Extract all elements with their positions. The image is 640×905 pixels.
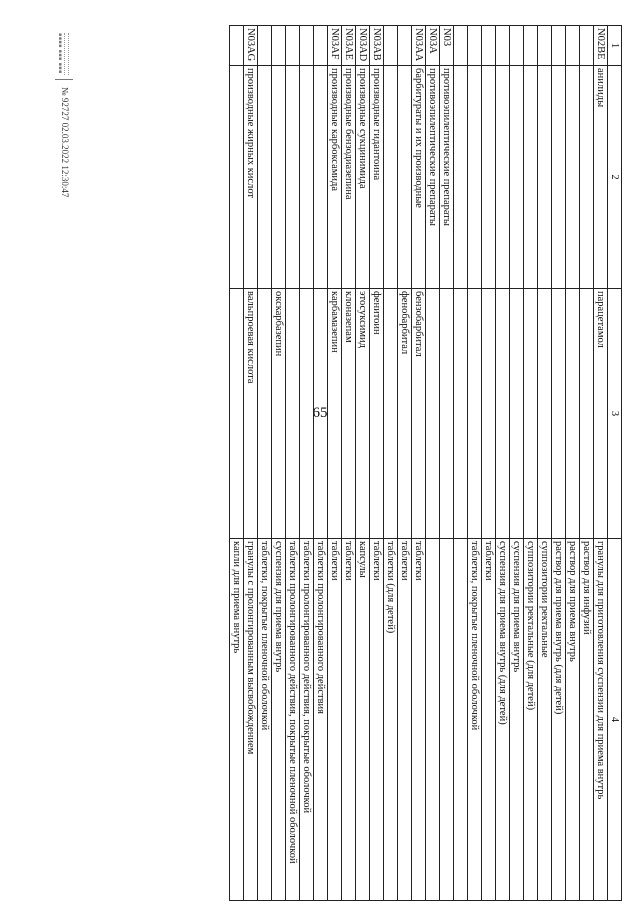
dosage-form-cell: суспензия для приема внутрь	[272, 539, 286, 901]
table-row	[384, 26, 398, 901]
substance-cell: фенитоин	[370, 289, 384, 539]
group-name-cell	[580, 66, 594, 289]
substance-cell: этосуксимид	[356, 289, 370, 539]
registration-stamp	[55, 31, 73, 80]
table-row	[272, 26, 286, 901]
group-name-cell	[454, 66, 468, 289]
substance-cell: окскарбазепин	[272, 289, 286, 539]
medication-table	[229, 25, 622, 901]
table-row	[244, 26, 258, 901]
atc-code-cell	[496, 26, 510, 66]
atc-code-cell	[468, 26, 482, 66]
dosage-form-cell: раствор для приема внутрь	[566, 539, 580, 901]
atc-code-cell	[258, 26, 272, 66]
atc-code-cell: N02BE	[594, 26, 608, 66]
substance-cell	[468, 289, 482, 539]
dosage-form-cell	[440, 539, 454, 901]
table-row	[566, 26, 580, 901]
substance-cell	[426, 289, 440, 539]
dosage-form-cell: суппозитории ректальные (для детей)	[524, 539, 538, 901]
atc-code-cell	[524, 26, 538, 66]
substance-cell	[454, 289, 468, 539]
substance-cell: карбамазепин	[328, 289, 342, 539]
dosage-form-cell: таблетки, покрытые пленочной оболочкой	[258, 539, 272, 901]
group-name-cell	[314, 66, 328, 289]
atc-code-cell	[286, 26, 300, 66]
dosage-form-cell	[454, 539, 468, 901]
dosage-form-cell: таблетки, покрытые пленочной оболочкой	[468, 539, 482, 901]
group-name-cell	[230, 66, 244, 289]
table-row	[538, 26, 552, 901]
table-row	[370, 26, 384, 901]
group-name-cell	[538, 66, 552, 289]
table-row	[398, 26, 412, 901]
atc-code-cell: N03AD	[356, 26, 370, 66]
group-name-cell: производные жирных кислот	[244, 66, 258, 289]
substance-cell	[230, 289, 244, 539]
atc-code-cell	[538, 26, 552, 66]
group-name-cell: противоэпилептические препараты	[426, 66, 440, 289]
group-name-cell	[496, 66, 510, 289]
dosage-form-cell: суспензия для приема внутрь (для детей)	[496, 539, 510, 901]
group-name-cell: противоэпилептические препараты	[440, 66, 454, 289]
group-name-cell	[300, 66, 314, 289]
table-row	[454, 26, 468, 901]
page-number: 65	[312, 405, 328, 421]
table-header-row	[608, 26, 622, 901]
dosage-form-cell: капсулы	[356, 539, 370, 901]
table-row	[552, 26, 566, 901]
dosage-form-cell	[426, 539, 440, 901]
dosage-form-cell: таблетки	[328, 539, 342, 901]
substance-cell	[538, 289, 552, 539]
substance-cell	[300, 289, 314, 539]
substance-cell	[566, 289, 580, 539]
atc-code-cell: N03AB	[370, 26, 384, 66]
substance-cell	[384, 289, 398, 539]
atc-code-cell	[566, 26, 580, 66]
group-name-cell	[524, 66, 538, 289]
table-row	[482, 26, 496, 901]
table-row	[524, 26, 538, 901]
group-name-cell	[398, 66, 412, 289]
header-col-4: 4	[608, 539, 622, 901]
atc-code-cell	[300, 26, 314, 66]
dosage-form-cell: капли для приема внутрь	[230, 539, 244, 901]
dosage-form-cell: таблетки (для детей)	[384, 539, 398, 901]
dosage-form-cell: раствор для приема внутрь (для детей)	[552, 539, 566, 901]
table-row	[510, 26, 524, 901]
table-row	[440, 26, 454, 901]
group-name-cell	[552, 66, 566, 289]
group-name-cell: производные бензодиазепина	[342, 66, 356, 289]
header-col-1: 1	[608, 26, 622, 66]
substance-cell	[496, 289, 510, 539]
document-footer	[53, 31, 75, 491]
table-row	[258, 26, 272, 901]
dosage-form-cell: таблетки пролонгированного действия, покрытые пленочной оболочкой	[286, 539, 300, 901]
table-row	[300, 26, 314, 901]
substance-cell	[440, 289, 454, 539]
substance-cell	[524, 289, 538, 539]
group-name-cell: производные сукцинимида	[356, 66, 370, 289]
table-row	[342, 26, 356, 901]
table-row	[314, 26, 328, 901]
atc-code-cell	[482, 26, 496, 66]
substance-cell	[580, 289, 594, 539]
header-col-3: 3	[608, 289, 622, 539]
group-name-cell: производные карбоксамида	[328, 66, 342, 289]
atc-code-cell: N03AF	[328, 26, 342, 66]
dosage-form-cell: таблетки	[370, 539, 384, 901]
substance-cell	[286, 289, 300, 539]
dosage-form-cell: суппозитории ректальные	[538, 539, 552, 901]
group-name-cell	[258, 66, 272, 289]
substance-cell	[552, 289, 566, 539]
atc-code-cell	[314, 26, 328, 66]
table-row	[356, 26, 370, 901]
atc-code-cell: N03	[440, 26, 454, 66]
table-row	[328, 26, 342, 901]
substance-cell	[258, 289, 272, 539]
table-row	[286, 26, 300, 901]
table-row	[412, 26, 426, 901]
substance-cell	[482, 289, 496, 539]
atc-code-cell: N03AE	[342, 26, 356, 66]
group-name-cell	[286, 66, 300, 289]
group-name-cell	[272, 66, 286, 289]
group-name-cell	[468, 66, 482, 289]
group-name-cell: анилиды	[594, 66, 608, 289]
atc-code-cell	[454, 26, 468, 66]
group-name-cell	[384, 66, 398, 289]
dosage-form-cell: гранулы с пролонгированным высвобождением	[244, 539, 258, 901]
rotated-page-content	[52, 25, 622, 900]
substance-cell: вальпроевая кислота	[244, 289, 258, 539]
table-row	[580, 26, 594, 901]
table-row	[496, 26, 510, 901]
group-name-cell: барбитураты и их производные	[412, 66, 426, 289]
substance-cell: парацетамол	[594, 289, 608, 539]
atc-code-cell	[384, 26, 398, 66]
atc-code-cell	[552, 26, 566, 66]
dosage-form-cell: таблетки	[398, 539, 412, 901]
dosage-form-cell: таблетки	[412, 539, 426, 901]
table-row	[594, 26, 608, 901]
atc-code-cell	[398, 26, 412, 66]
table-row	[426, 26, 440, 901]
dosage-form-cell: суспензия для приема внутрь	[510, 539, 524, 901]
substance-cell: фенобарбитал	[398, 289, 412, 539]
dosage-form-cell: таблетки	[342, 539, 356, 901]
atc-code-cell	[272, 26, 286, 66]
group-name-cell	[566, 66, 580, 289]
group-name-cell: производные гидантоина	[370, 66, 384, 289]
stamp-graphic: ▪▪▪▪ ▪▪▪ ▪▪▪	[57, 33, 63, 74]
group-name-cell	[510, 66, 524, 289]
atc-code-cell: N03A	[426, 26, 440, 66]
atc-code-cell	[510, 26, 524, 66]
document-id-stamp: № 92727 02.03.2022 12:30:47	[60, 87, 70, 198]
table-row	[468, 26, 482, 901]
atc-code-cell	[230, 26, 244, 66]
table-row	[230, 26, 244, 901]
dosage-form-cell: гранулы для приготовления суспензии для приема внутрь	[594, 539, 608, 901]
atc-code-cell: N03AA	[412, 26, 426, 66]
atc-code-cell: N03AG	[244, 26, 258, 66]
substance-cell: клоназепам	[342, 289, 356, 539]
dosage-form-cell: таблетки пролонгированного действия, покрытые оболочкой	[300, 539, 314, 901]
header-col-2: 2	[608, 66, 622, 289]
group-name-cell	[482, 66, 496, 289]
substance-cell: бензобарбитал	[412, 289, 426, 539]
substance-cell	[510, 289, 524, 539]
dosage-form-cell: таблетки пролонгированного действия	[314, 539, 328, 901]
dosage-form-cell: раствор для инфузий	[580, 539, 594, 901]
dosage-form-cell: таблетки	[482, 539, 496, 901]
atc-code-cell	[580, 26, 594, 66]
substance-cell	[314, 289, 328, 539]
